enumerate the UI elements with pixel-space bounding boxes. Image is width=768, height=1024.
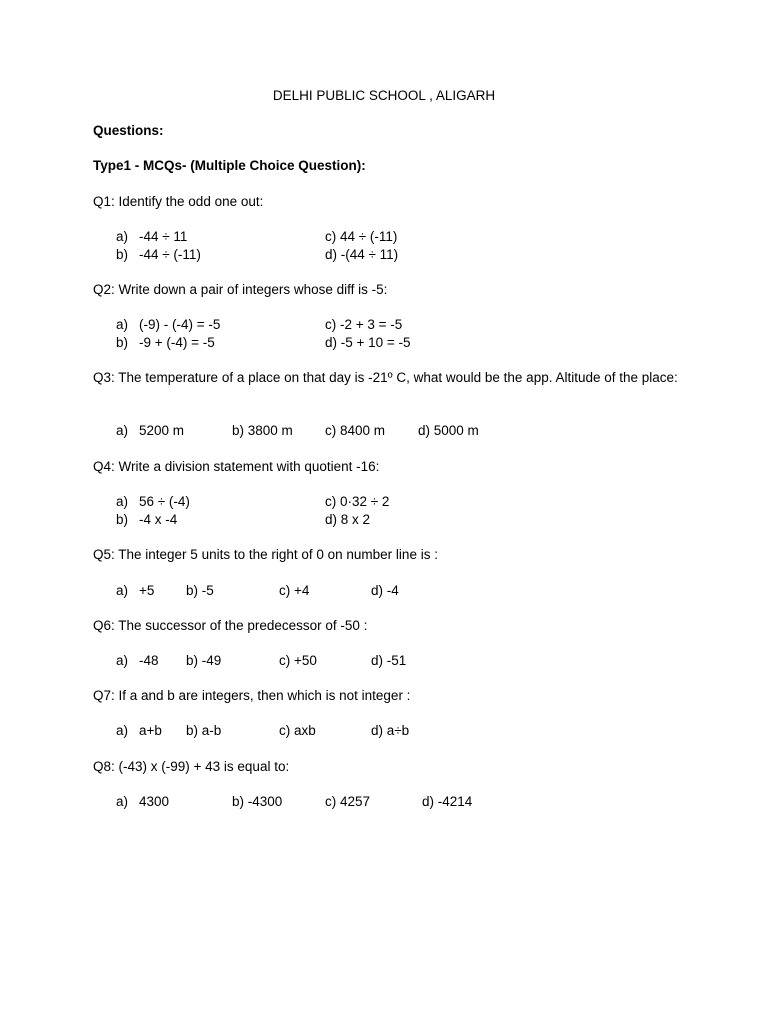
question-3: Q3: The temperature of a place on that day is -21º C, what would be the app. Altitude of the place: xyxy=(93,370,678,385)
option-b: b) 3800 m xyxy=(232,423,293,438)
option-c: c) -2 + 3 = -5 xyxy=(325,317,403,332)
option-c: c) 8400 m xyxy=(325,423,386,438)
option-c: c) +50 xyxy=(279,653,317,668)
question-7: Q7: If a and b are integers, then which is not integer : xyxy=(93,688,411,703)
option-a: 5200 m xyxy=(139,423,185,438)
option-d: d) -4214 xyxy=(422,794,473,809)
option-label: a) xyxy=(116,423,129,438)
question-8: Q8: (-43) x (-99) + 43 is equal to: xyxy=(93,759,290,774)
option-label: a) xyxy=(116,317,129,332)
option-c: c) 4257 xyxy=(325,794,371,809)
option-label: a) xyxy=(116,723,129,738)
option-label: a) xyxy=(116,229,129,244)
option-label: a) xyxy=(116,653,129,668)
option-label: a) xyxy=(116,794,129,809)
question-6: Q6: The successor of the predecessor of -50 : xyxy=(93,618,368,633)
option-b: b) -49 xyxy=(186,653,222,668)
option-label: b) xyxy=(116,335,129,350)
option-a: -44 ÷ 11 xyxy=(139,229,188,244)
option-c: c) +4 xyxy=(279,583,310,598)
option-d: d) a÷b xyxy=(371,723,410,738)
school-title: DELHI PUBLIC SCHOOL , ALIGARH xyxy=(272,88,496,103)
option-d: d) -5 + 10 = -5 xyxy=(325,335,411,350)
option-d: d) -4 xyxy=(371,583,399,598)
option-d: d) -(44 ÷ 11) xyxy=(325,247,399,262)
option-c: c) axb xyxy=(279,723,316,738)
option-label: a) xyxy=(116,583,129,598)
option-d: d) -51 xyxy=(371,653,407,668)
option-label: b) xyxy=(116,512,129,527)
option-a: 4300 xyxy=(139,794,170,809)
option-a: -48 xyxy=(139,653,159,668)
option-c: c) 44 ÷ (-11) xyxy=(325,229,398,244)
question-4: Q4: Write a division statement with quotient -16: xyxy=(93,459,380,474)
option-a: +5 xyxy=(139,583,155,598)
option-b: b) -4300 xyxy=(232,794,283,809)
option-b: b) -5 xyxy=(186,583,214,598)
option-b: b) a-b xyxy=(186,723,222,738)
section-heading: Questions: xyxy=(93,123,164,138)
option-a: (-9) - (-4) = -5 xyxy=(139,317,221,332)
question-5: Q5: The integer 5 units to the right of 0 on number line is : xyxy=(93,547,438,562)
option-b: -44 ÷ (-11) xyxy=(139,247,201,262)
option-b: -4 x -4 xyxy=(139,512,178,527)
question-2: Q2: Write down a pair of integers whose diff is -5: xyxy=(93,282,388,297)
type-heading: Type1 - MCQs- (Multiple Choice Question): xyxy=(93,158,366,173)
option-label: a) xyxy=(116,494,129,509)
option-a: a+b xyxy=(139,723,162,738)
option-b: -9 + (-4) = -5 xyxy=(139,335,215,350)
option-label: b) xyxy=(116,247,129,262)
option-a: 56 ÷ (-4) xyxy=(139,494,190,509)
option-c: c) 0·32 ÷ 2 xyxy=(325,494,390,509)
option-d: d) 5000 m xyxy=(418,423,479,438)
question-1: Q1: Identify the odd one out: xyxy=(93,194,264,209)
option-d: d) 8 x 2 xyxy=(325,512,371,527)
